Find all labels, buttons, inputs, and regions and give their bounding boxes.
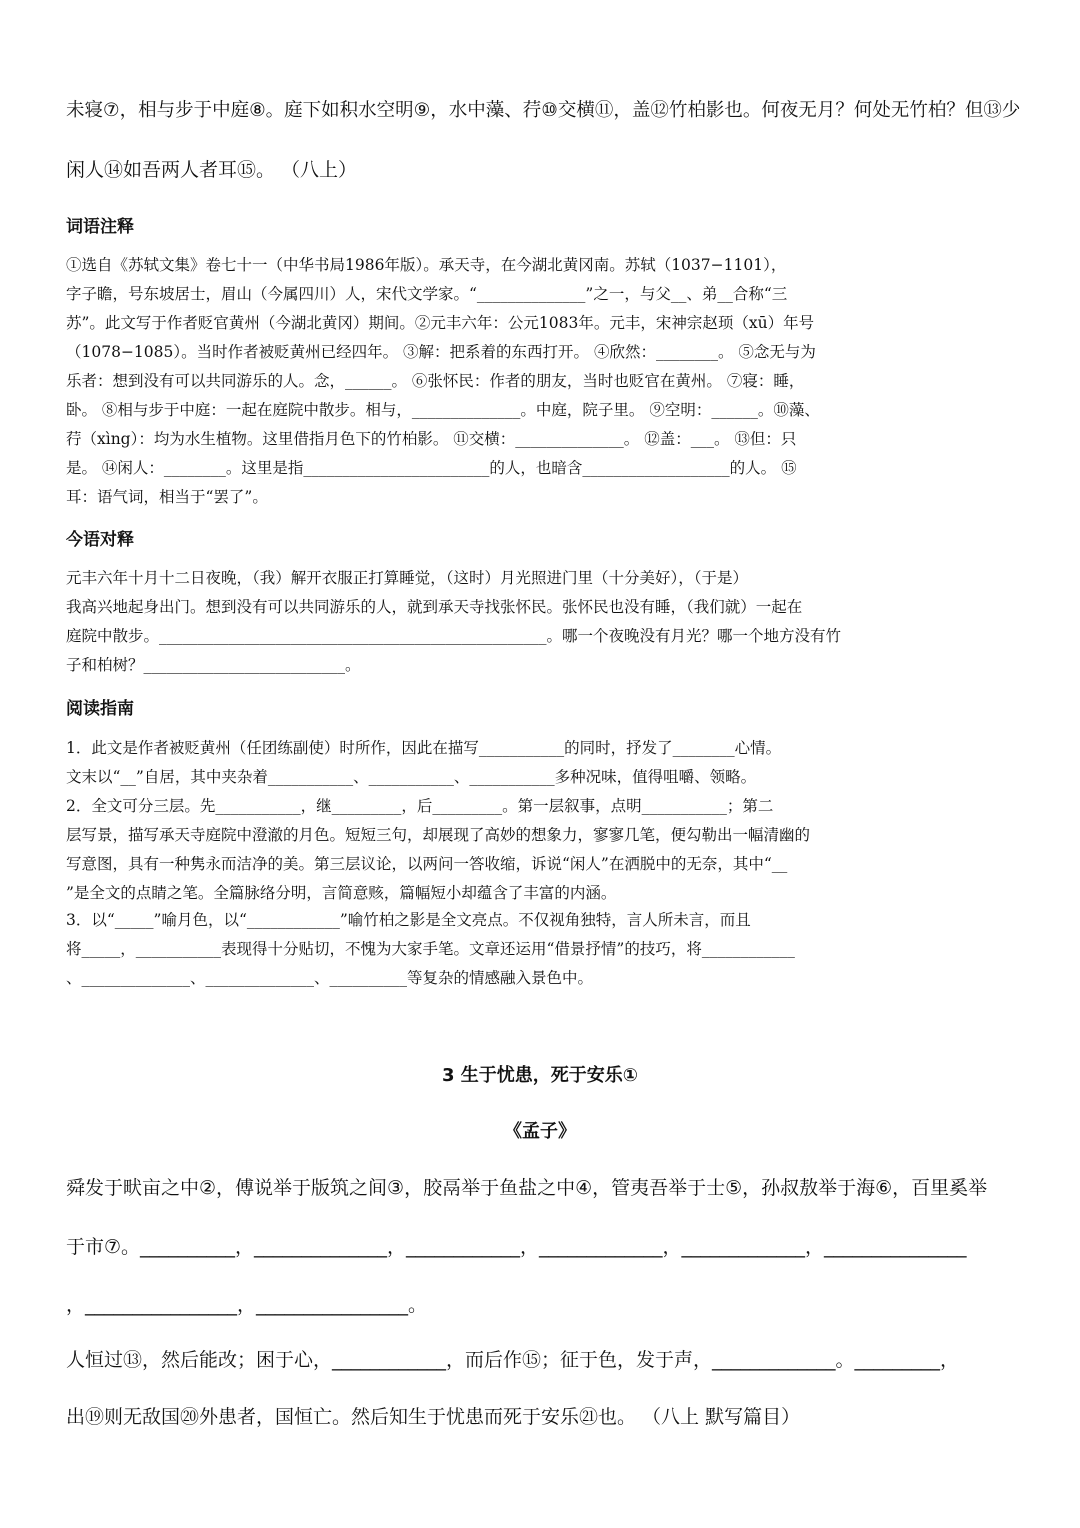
notes-line-8: 是。 ⑭闲人：________。这里是指________________________的人，也暗含___________________的人。 ⑮ — [66, 459, 797, 477]
notes-line-9: 耳：语气词，相当于“罢了”。 — [66, 488, 268, 506]
guide-line-4: 层写景，描写承天寺庭院中澄澈的月色。短短三句，却展现了高妙的想象力，寥寥几笔，便勾勒出一幅清幽的 — [66, 826, 811, 844]
translation-heading: 今语对释 — [66, 530, 134, 550]
translation-line-1: 元丰六年十月十二日夜晚，（我）解开衣服正打算睡觉，（这时）月光照进门里（十分美好），（于是） — [66, 569, 749, 587]
passage-line-2: 闲人⑭如吾两人者耳⑮。 （八上） — [66, 159, 358, 181]
lesson-line-2: 于市⑦。__________，______________，____________，_____________，_____________，_______________ — [66, 1236, 967, 1258]
lesson-line-4: 人恒过⑬，然后能改；困于心，____________，而后作⑮；征于色，发于声，_____________。_________， — [66, 1349, 960, 1371]
guide-heading: 阅读指南 — [66, 699, 134, 719]
guide-line-9: 、______________、______________、__________等复杂的情感融入景色中。 — [66, 969, 594, 987]
notes-line-5: 乐者：想到没有可以共同游乐的人。念，______。 ⑥张怀民：作者的朋友，当时也贬官在黄州。 ⑦寝：睡， — [66, 372, 805, 390]
passage-line-1: 未寝⑦，相与步于中庭⑧。庭下如积水空明⑨，水中藻、荇⑩交横⑪，盖⑫竹柏影也。何夜无月？何处无竹柏？但⑬少 — [66, 100, 1021, 121]
lesson-author: 《孟子》 — [504, 1121, 576, 1142]
guide-line-8: 将_____，___________表现得十分贴切，不愧为大家手笔。文章还运用“借景抒情”的技巧，将____________ — [66, 940, 795, 958]
guide-line-6: ”是全文的点睛之笔。全篇脉络分明，言简意赅，篇幅短小却蕴含了丰富的内涵。 — [66, 884, 617, 902]
guide-line-1: 1．此文是作者被贬黄州（任团练副使）时所作，因此在描写___________的同时，抒发了________心情。 — [66, 739, 782, 757]
guide-line-5: 写意图，具有一种隽永而洁净的美。第三层议论，以两问一答收缩，诉说“闲人”在洒脱中的无奈，其中“__ — [66, 855, 788, 873]
notes-line-6: 卧。 ⑧相与步于中庭：一起在庭院中散步。相与，______________。中庭，院子里。 ⑨空明：______。⑩藻、 — [66, 401, 820, 419]
guide-line-3: 2．全文可分三层。先___________，继_________，后_________。第一层叙事，点明___________；第二 — [66, 797, 774, 815]
notes-heading: 词语注释 — [66, 217, 134, 237]
notes-line-2: 字子瞻，号东坡居士，眉山（今属四川）人，宋代文学家。“______________”之一，与父__、弟__合称“三 — [66, 285, 788, 303]
guide-line-2: 文末以“__”自居，其中夹杂着___________、___________、___________多种况味，值得咀嚼、领略。 — [66, 768, 757, 786]
notes-line-4: （1078−1085）。当时作者被贬黄州已经四年。 ③解：把系着的东西打开。 ④欣然：________。 ⑤念无与为 — [66, 343, 816, 361]
translation-line-2: 我高兴地起身出门。想到没有可以共同游乐的人，就到承天寺找张怀民。张怀民也没有睡，（我们就）一起在 — [66, 598, 803, 616]
guide-line-7: 3．以“_____”喻月色，以“____________”喻竹柏之影是全文亮点。不仅视角独特，言人所未言，而且 — [66, 911, 751, 929]
lesson-title: 3 生于忧患，死于安乐① — [441, 1065, 639, 1086]
translation-line-3: 庭院中散步。__________________________________________________。哪一个夜晚没有月光？哪一个地方没有竹 — [66, 627, 842, 645]
lesson-line-5: 出⑲则无敌国⑳外患者，国恒亡。然后知生于忧患而死于安乐㉑也。 （八上 默写篇目） — [66, 1406, 801, 1428]
notes-line-7: 荇（xìng）：均为水生植物。这里借指月色下的竹柏影。 ⑪交横：______________。 ⑫盖：___。 ⑬但：只 — [66, 430, 797, 448]
lesson-line-3: ，________________，________________。 — [66, 1294, 428, 1316]
translation-line-4: 子和柏树？__________________________。 — [66, 656, 361, 674]
lesson-line-1: 舜发于畎亩之中②，傅说举于版筑之间③，胶鬲举于鱼盐之中④，管夷吾举于士⑤，孙叔敖举于海⑥，百里奚举 — [66, 1177, 988, 1199]
notes-line-1: ①选自《苏轼文集》卷七十一（中华书局1986年版）。承天寺，在今湖北黄冈南。苏轼（1037−1101）， — [66, 256, 787, 274]
notes-line-3: 苏”。此文写于作者贬官黄州（今湖北黄冈）期间。②元丰六年：公元1083年。元丰，宋神宗赵顼（xū）年号 — [66, 314, 815, 332]
